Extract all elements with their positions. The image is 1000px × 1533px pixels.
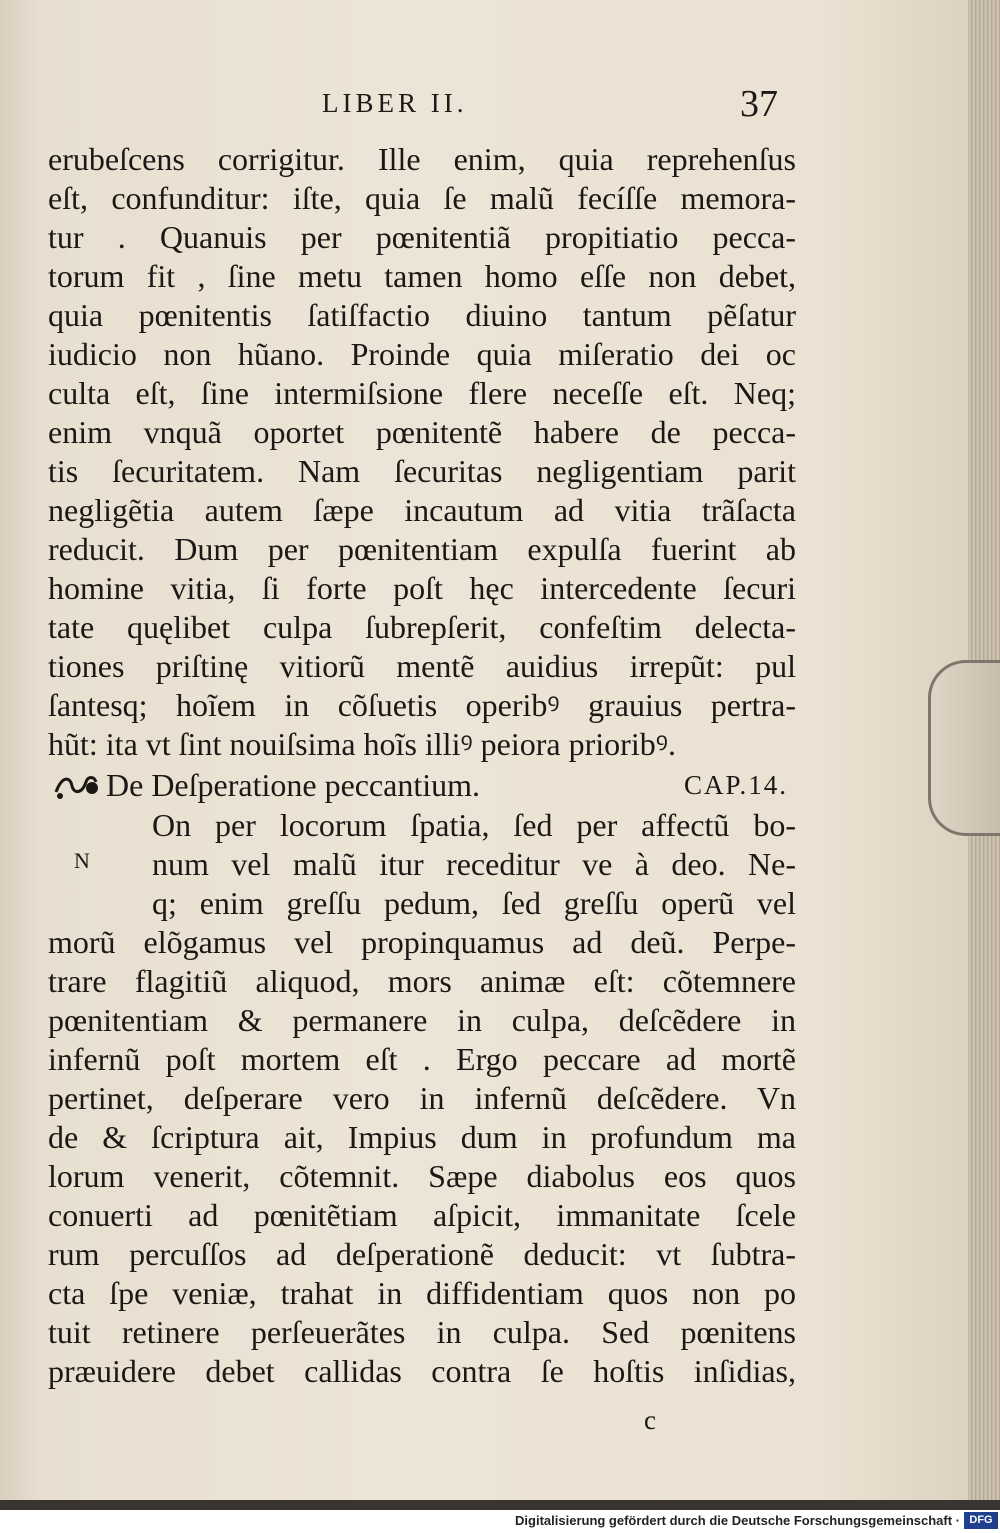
chapter-number: CAP.14.: [683, 770, 788, 800]
text-line: cta ſpe veniæ, trahat in diffidentiam quos non po: [48, 1275, 796, 1311]
text-line: culta eſt, ſine intermiſsione flere neceſſe eſt. Neq;: [48, 375, 796, 411]
text-line: ſantesq; hoĩem in cõſuetis operibꝰ grauius pertra-: [48, 687, 796, 723]
text-line: tur . Quanuis per pœnitentiã propitiatio pecca-: [48, 219, 796, 255]
text-line: infernũ poſt mortem eſt . Ergo peccare ad mortẽ: [48, 1041, 796, 1077]
drop-initial: N: [74, 848, 90, 873]
text-line: homine vitia, ſi forte poſt hęc intercedente ſecuri: [48, 570, 796, 606]
text-line: enim vnquã oportet pœnitentẽ habere de pecca-: [48, 414, 796, 450]
text-line: morũ elõgamus vel propinquamus ad deũ. Perpe-: [48, 924, 796, 960]
text-line: lorum venerit, cõtemnit. Sæpe diabolus eos quos: [48, 1158, 796, 1194]
text-line: tate quęlibet culpa ſubrepſerit, confeſtim delecta-: [48, 609, 796, 645]
paragraph-before-chapter: [48, 140, 796, 764]
text-line: On per locorum ſpatia, ſed per affectũ bo-: [152, 807, 796, 843]
text-line: negligẽtia autem ſæpe incautum ad vitia trãſacta: [48, 492, 796, 528]
main-text: [48, 140, 796, 1391]
digitization-credit-bar: [0, 1510, 1000, 1533]
text-line: pœnitentiam & permanere in culpa, deſcẽdere in: [48, 1002, 796, 1038]
text-line: eſt, confunditur: iſte, quia ſe malũ fecíſſe memora-: [48, 180, 796, 216]
text-line: tuit retinere perſeuerãtes in culpa. Sed pœnitens: [48, 1314, 796, 1350]
text-line: trare flagitiũ aliquod, mors animæ eſt: cõtemnere: [48, 963, 796, 999]
text-line: torum fit , ſine metu tamen homo eſſe non debet,: [48, 258, 796, 294]
text-line: q; enim greſſu pedum, ſed greſſu operũ vel: [152, 885, 796, 921]
text-line: quia pœnitentis ſatiſfactio diuino tantum pẽſatur: [48, 297, 796, 333]
text-line: tis ſecuritatem. Nam ſecuritas negligentiam parit: [48, 453, 796, 489]
dfg-logo: DFG: [964, 1512, 998, 1529]
text-line: hũt: ita vt ſint nouiſsima hoĩs illiꝰ peiora prioribꝰ.: [48, 726, 676, 762]
text-line: erubeſcens corrigitur. Ille enim, quia reprehenſus: [48, 141, 796, 177]
running-head-title: LIBER II.: [322, 88, 468, 118]
fleuron-icon: [48, 766, 102, 804]
running-head: [0, 82, 968, 130]
text-line: de & ſcriptura ait, Impius dum in profundum ma: [48, 1119, 796, 1155]
page-number: 37: [740, 83, 778, 125]
book-clasp: [928, 660, 1000, 836]
paragraph-after-chapter: [48, 806, 796, 1391]
chapter-title: De Deſperatione peccantium.: [106, 767, 481, 803]
chapter-heading: [48, 764, 796, 806]
digitization-credit: Digitalisierung gefördert durch die Deutsche Forschungsgemeinschaft ·: [515, 1513, 960, 1528]
text-line: iudicio non hũano. Proinde quia miſeratio dei oc: [48, 336, 796, 372]
text-line: conuerti ad pœnitẽtiam aſpicit, immanitate ſcele: [48, 1197, 796, 1233]
text-line: præuidere debet callidas contra ſe hoſtis inſidias,: [48, 1353, 796, 1389]
signature-mark: c: [644, 1405, 656, 1435]
text-line: tiones priſtinę vitiorũ mentẽ auidius irrepũt: pul: [48, 648, 796, 684]
text-line: num vel malũ itur receditur ve à deo. Ne-: [152, 846, 796, 882]
text-line: rum percuſſos ad deſperationẽ deducit: vt ſubtra-: [48, 1236, 796, 1272]
text-line: reducit. Dum per pœnitentiam expulſa fuerint ab: [48, 531, 796, 567]
text-line: pertinet, deſperare vero in infernũ deſcẽdere. Vn: [48, 1080, 796, 1116]
